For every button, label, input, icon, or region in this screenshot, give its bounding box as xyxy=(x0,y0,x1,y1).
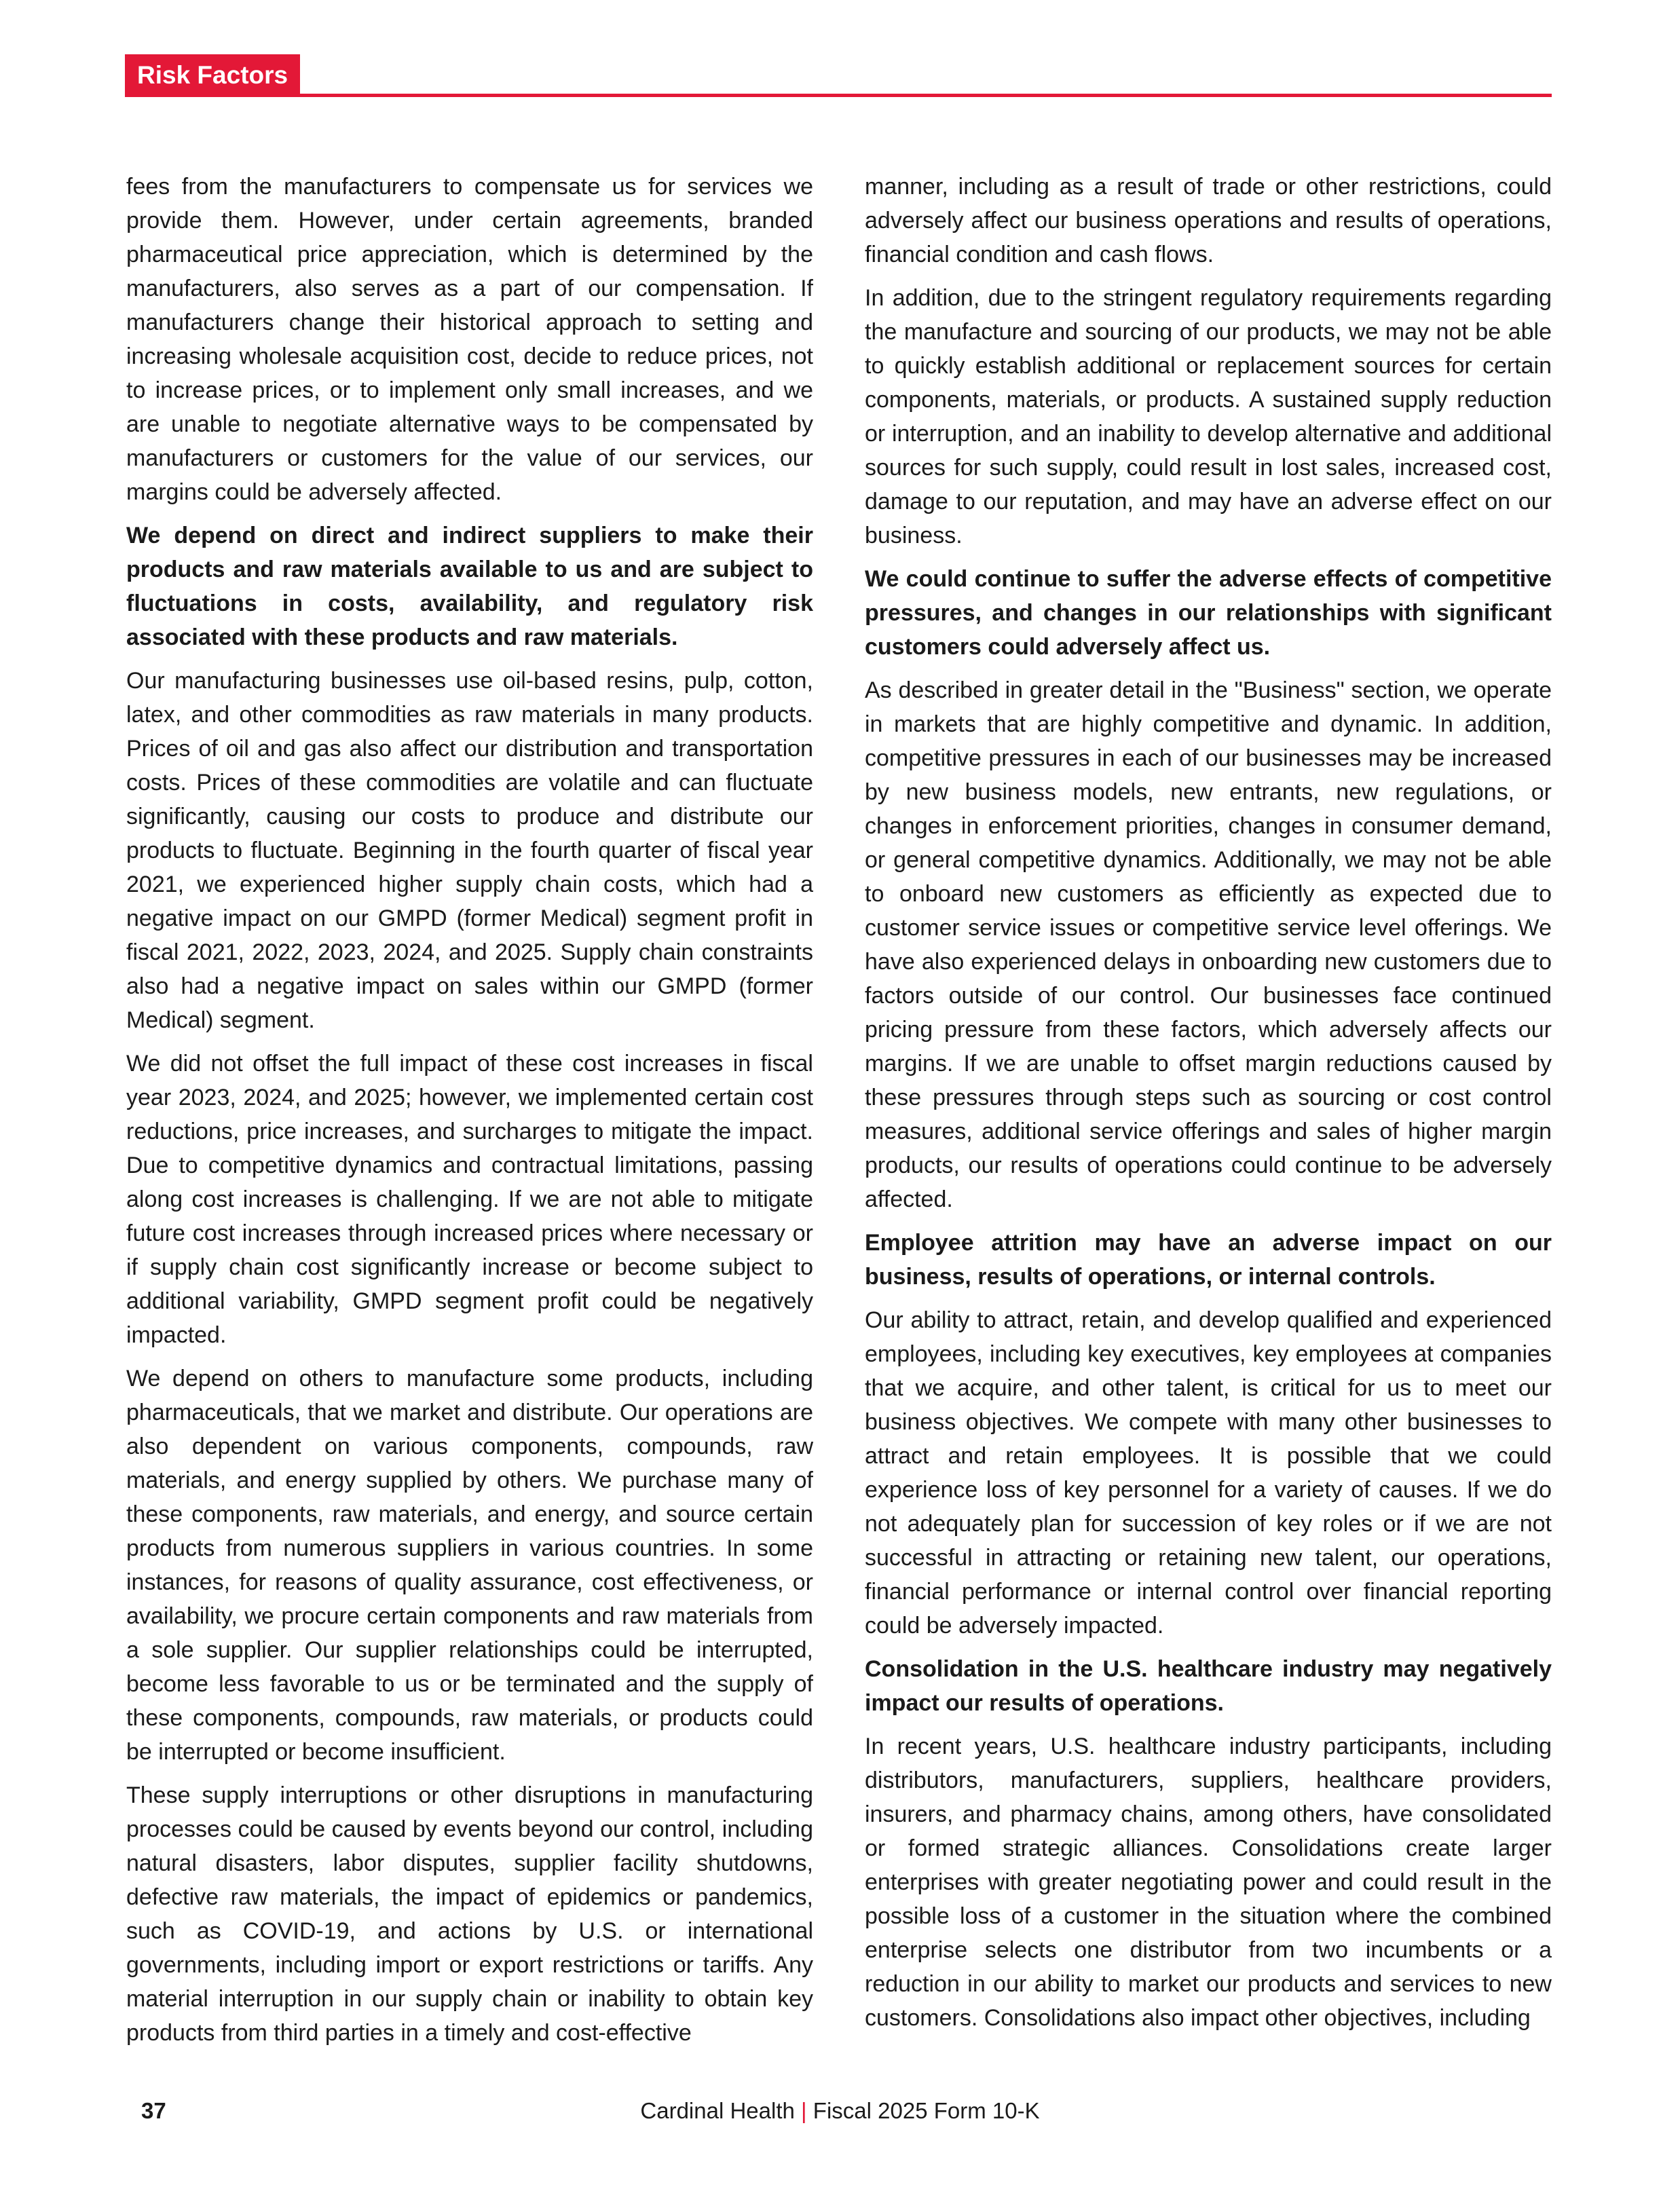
section-tag: Risk Factors xyxy=(125,54,300,96)
page-number: 37 xyxy=(141,2098,166,2123)
paragraph: Our manufacturing businesses use oil-based resins, pulp, cotton, latex, and other commodities as raw materials in many products. Prices of oil and gas also affect our distribution and transportation costs. Prices of these commodities are volatile and can fluctuate significantly, causing our costs to produce and distribute our products to fluctuate. Beginning in the fourth quarter of fiscal year 2021, we experienced higher supply chain costs, which had a negative impact on our GMPD (former Medical) segment profit in fiscal 2021, 2022, 2023, 2024, and 2025. Supply chain constraints also had a negative impact on sales within our GMPD (former Medical) segment. xyxy=(126,668,813,1033)
page-header xyxy=(125,54,1552,98)
paragraph: Our ability to attract, retain, and develop qualified and experienced employees, including key executives, key employees at companies that we acquire, and other talent, is critical for us to meet our business objectives. We compete with many other businesses to attract and retain employees. It is possible that we could experience loss of key personnel for a variety of causes. If we do not adequately plan for succession of key roles or if we are not successful in attracting or retaining new talent, our operations, financial performance or internal control over financial reporting could be adversely impacted. xyxy=(865,1307,1552,1639)
page-footer xyxy=(0,2091,1680,2131)
left-column xyxy=(126,170,813,2059)
footer-separator: | xyxy=(801,2098,807,2123)
right-column xyxy=(865,170,1552,2044)
footer-title xyxy=(0,2091,1680,2131)
header-rule xyxy=(125,94,1552,97)
risk-heading: Consolidation in the U.S. healthcare industry may negatively impact our results of operations. xyxy=(865,1656,1552,1716)
risk-heading: We depend on direct and indirect suppliers to make their products and raw materials available to us and are subject to fluctuations in costs, availability, and regulatory risk associated with these products and raw materials. xyxy=(126,523,813,650)
paragraph: In addition, due to the stringent regulatory requirements regarding the manufacture and sourcing of our products, we may not be able to quickly establish additional or replacement sources for certain components, materials, or products. A sustained supply reduction or interruption, and an inability to develop alternative and additional sources for such supply, could result in lost sales, increased cost, damage to our reputation, and may have an adverse effect on our business. xyxy=(865,285,1552,548)
paragraph: manner, including as a result of trade or other restrictions, could adversely affect our business operations and results of operations, financial condition and cash flows. xyxy=(865,174,1552,267)
paragraph: We depend on others to manufacture some products, including pharmaceuticals, that we market and distribute. Our operations are also dependent on various components, compounds, raw materials, and energy supplied by others. We purchase many of these components, raw materials, and energy, and source certain products from numerous suppliers in various countries. In some instances, for reasons of quality assurance, cost effectiveness, or availability, we procure certain components and raw materials from a sole supplier. Our supplier relationships could be interrupted, become less favorable to us or be terminated and the supply of these components, compounds, raw materials, or products could be interrupted or become insufficient. xyxy=(126,1366,813,1765)
footer-company: Cardinal Health xyxy=(640,2098,795,2123)
paragraph: In recent years, U.S. healthcare industry participants, including distributors, manufacturers, suppliers, healthcare providers, insurers, and pharmacy chains, among others, have consolidated or formed strategic alliances. Consolidations create larger enterprises with greater negotiating power and could result in the possible loss of a customer in the situation where the combined enterprise selects one distributor from two incumbents or a reduction in our ability to market our products and services to new customers. Consolidations also impact other objectives, including xyxy=(865,1734,1552,2031)
risk-heading: We could continue to suffer the adverse effects of competitive pressures, and changes in our relationships with significant customers could adversely affect us. xyxy=(865,566,1552,660)
footer-document: Fiscal 2025 Form 10-K xyxy=(813,2098,1040,2123)
paragraph: As described in greater detail in the "Business" section, we operate in markets that are highly competitive and dynamic. In addition, competitive pressures in each of our businesses may be increased by new business models, new entrants, new regulations, or changes in enforcement priorities, changes in consumer demand, or general competitive dynamics. Additionally, we may not be able to onboard new customers as efficiently as expected due to customer service issues or competitive service level offerings. We have also experienced delays in onboarding new customers due to factors outside of our control. Our businesses face continued pricing pressure from these factors, which adversely affects our margins. If we are unable to offset margin reductions caused by these pressures through steps such as sourcing or cost control measures, additional service offerings and sales of higher margin products, our results of operations could continue to be adversely affected. xyxy=(865,677,1552,1212)
paragraph: These supply interruptions or other disruptions in manufacturing processes could be caused by events beyond our control, including natural disasters, labor disputes, supplier facility shutdowns, defective raw materials, the impact of epidemics or pandemics, such as COVID-19, and actions by U.S. or international governments, including import or export restrictions or tariffs. Any material interruption in our supply chain or inability to obtain key products from third parties in a timely and cost-effective xyxy=(126,1782,813,2046)
paragraph: We did not offset the full impact of these cost increases in fiscal year 2023, 2024, and 2025; however, we implemented certain cost reductions, price increases, and surcharges to mitigate the impact. Due to competitive dynamics and contractual limitations, passing along cost increases is challenging. If we are not able to mitigate future cost increases through increased prices where necessary or if supply chain cost significantly increase or become subject to additional variability, GMPD segment profit could be negatively impacted. xyxy=(126,1051,813,1348)
risk-heading: Employee attrition may have an adverse impact on our business, results of operations, or internal controls. xyxy=(865,1230,1552,1290)
paragraph: fees from the manufacturers to compensate us for services we provide them. However, under certain agreements, branded pharmaceutical price appreciation, which is determined by the manufacturers, also serves as a part of our compensation. If manufacturers change their historical approach to setting and increasing wholesale acquisition cost, decide to reduce prices, not to increase prices, or to implement only small increases, and we are unable to negotiate alternative ways to be compensated by manufacturers or customers for the value of our services, our margins could be adversely affected. xyxy=(126,174,813,505)
